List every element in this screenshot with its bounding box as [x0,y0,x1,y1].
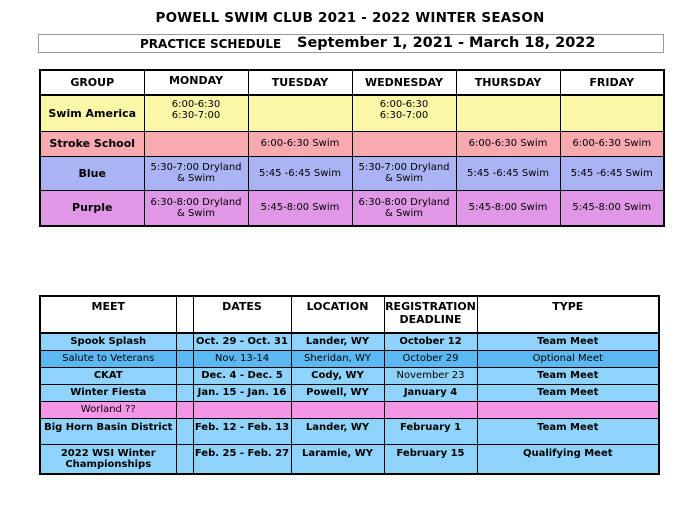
practice-schedule-table [39,69,665,227]
page-title: POWELL SWIM CLUB 2021 - 2022 WINTER SEASON [155,10,545,26]
col-header-friday: FRIDAY [560,70,664,95]
group-name: Purple [40,190,144,226]
meet-blank [176,384,193,401]
thursday-cell [456,95,560,131]
meet-blank [176,350,193,367]
col-header-blank [176,296,193,333]
practice-row-purple [40,190,664,226]
wednesday-cell [352,131,456,156]
meet-location: Laramie, WY [291,444,384,474]
meet-deadline: January 4 [384,384,477,401]
tuesday-cell: 5:45 -6:45 Swim [248,156,352,190]
col-header-type: TYPE [477,296,659,333]
thursday-cell: 5:45 -6:45 Swim [456,156,560,190]
meet-blank [176,333,193,350]
meet-type: Team Meet [477,384,659,401]
meet-deadline: February 15 [384,444,477,474]
col-header-registration-deadline: REGISTRATION DEADLINE [384,296,477,333]
practice-row-blue [40,156,664,190]
friday-cell: 5:45-8:00 Swim [560,190,664,226]
meet-type: Qualifying Meet [477,444,659,474]
wednesday-cell: 6:00-6:30 6:30-7:00 [352,95,456,131]
meet-type [477,401,659,418]
meet-dates: Jan. 15 - Jan. 16 [193,384,291,401]
meet-blank [176,418,193,444]
friday-cell [560,95,664,131]
meet-dates: Oct. 29 - Oct. 31 [193,333,291,350]
meet-name: Spook Splash [40,333,176,350]
monday-cell: 6:30-8:00 Dryland & Swim [144,190,248,226]
schedule-label: PRACTICE SCHEDULE [140,37,282,51]
meet-blank [176,401,193,418]
col-header-thursday: THURSDAY [456,70,560,95]
meet-location: Cody, WY [291,367,384,384]
group-name: Swim America [40,95,144,131]
meet-row [40,333,659,350]
tuesday-cell [248,95,352,131]
meet-name: Salute to Veterans [40,350,176,367]
meet-location: Lander, WY [291,333,384,350]
monday-cell: 5:30-7:00 Dryland & Swim [144,156,248,190]
group-name: Blue [40,156,144,190]
thursday-cell: 6:00-6:30 Swim [456,131,560,156]
meet-row [40,401,659,418]
col-header-group: GROUP [40,70,144,95]
meet-location: Sheridan, WY [291,350,384,367]
meet-deadline: February 1 [384,418,477,444]
col-header-dates: DATES [193,296,291,333]
meet-deadline: October 29 [384,350,477,367]
meet-location: Lander, WY [291,418,384,444]
meets-header-row [40,296,659,333]
meet-name: CKAT [40,367,176,384]
meet-blank [176,367,193,384]
friday-cell: 5:45 -6:45 Swim [560,156,664,190]
meet-row [40,367,659,384]
meet-dates: Feb. 12 - Feb. 13 [193,418,291,444]
tuesday-cell: 5:45-8:00 Swim [248,190,352,226]
col-header-tuesday: TUESDAY [248,70,352,95]
meet-row [40,418,659,444]
meet-type: Team Meet [477,367,659,384]
meet-deadline: November 23 [384,367,477,384]
group-name: Stroke School [40,131,144,156]
practice-row-swim-america [40,95,664,131]
wednesday-cell: 6:30-8:00 Dryland & Swim [352,190,456,226]
meet-location: Powell, WY [291,384,384,401]
meet-name: Big Horn Basin District [40,418,176,444]
meet-type: Optional Meet [477,350,659,367]
meet-name: Worland ?? [40,401,176,418]
season-dates: September 1, 2021 - March 18, 2022 [297,35,596,51]
meet-row [40,350,659,367]
monday-cell [144,131,248,156]
practice-header-row [40,70,664,95]
meet-blank [176,444,193,474]
col-header-wednesday: WEDNESDAY [352,70,456,95]
meet-location [291,401,384,418]
meet-deadline: October 12 [384,333,477,350]
meet-deadline [384,401,477,418]
practice-row-stroke-school [40,131,664,156]
friday-cell: 6:00-6:30 Swim [560,131,664,156]
meet-dates [193,401,291,418]
meet-dates: Dec. 4 - Dec. 5 [193,367,291,384]
meet-dates: Nov. 13-14 [193,350,291,367]
meet-name: Winter Fiesta [40,384,176,401]
col-header-monday: MONDAY [144,70,248,95]
meet-row [40,444,659,474]
schedule-banner [38,34,664,53]
monday-cell: 6:00-6:30 6:30-7:00 [144,95,248,131]
meet-dates: Feb. 25 - Feb. 27 [193,444,291,474]
col-header-location: LOCATION [291,296,384,333]
meet-row [40,384,659,401]
thursday-cell: 5:45-8:00 Swim [456,190,560,226]
meet-type: Team Meet [477,333,659,350]
col-header-meet: MEET [40,296,176,333]
meet-name: 2022 WSI Winter Championships [40,444,176,474]
tuesday-cell: 6:00-6:30 Swim [248,131,352,156]
wednesday-cell: 5:30-7:00 Dryland & Swim [352,156,456,190]
meet-schedule-table [39,295,660,475]
meet-type: Team Meet [477,418,659,444]
